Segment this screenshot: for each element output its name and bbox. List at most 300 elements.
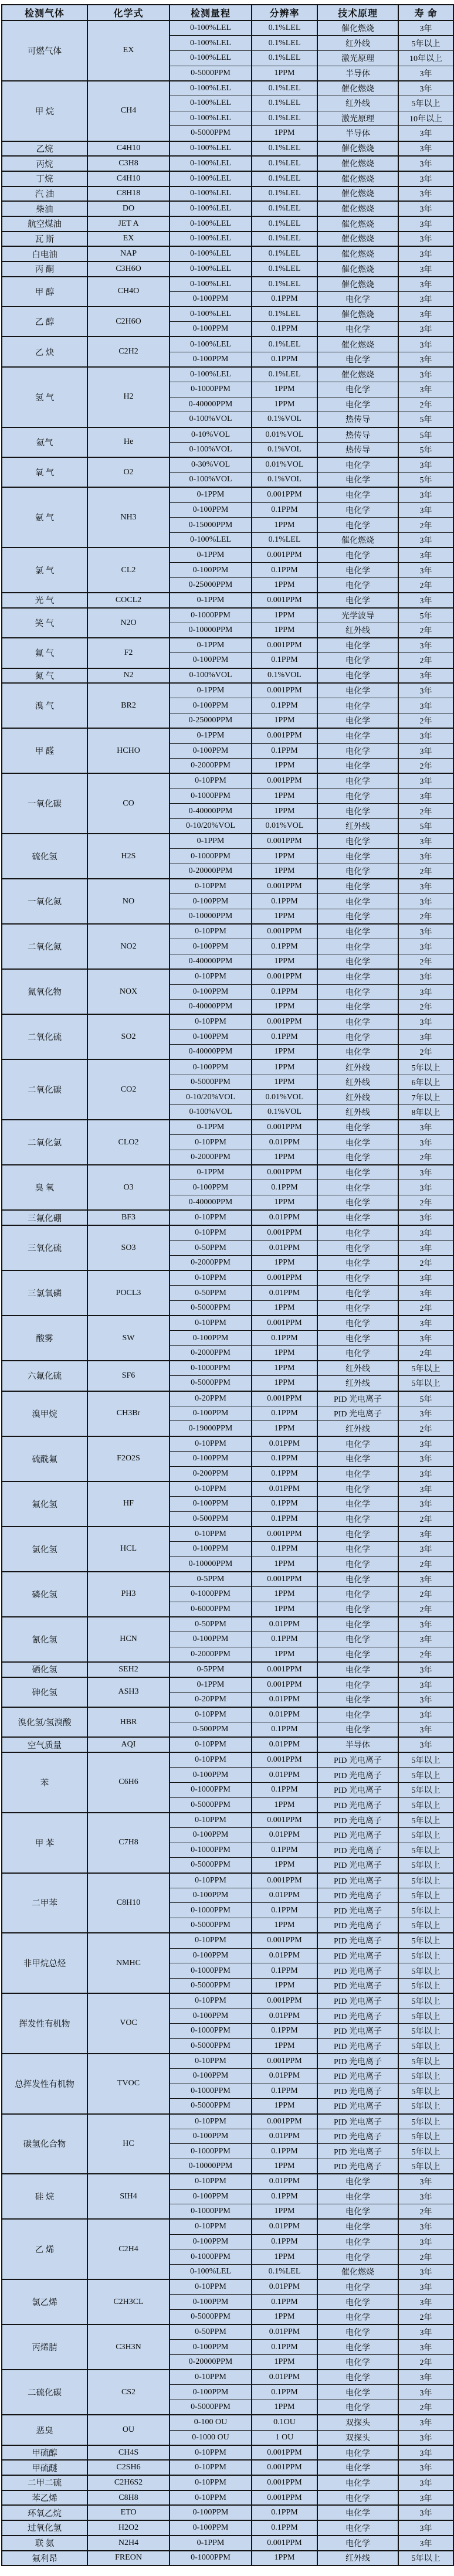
chemical-formula-cell: O2 bbox=[87, 457, 170, 487]
lifespan-cell: 3年 bbox=[398, 1692, 453, 1707]
table-row bbox=[2, 171, 453, 186]
technology-cell: PID 光电离子 bbox=[317, 1797, 398, 1813]
technology-cell: 电化学 bbox=[317, 1255, 398, 1270]
technology-cell: 电化学 bbox=[317, 563, 398, 578]
technology-cell: 激光原理 bbox=[317, 111, 398, 126]
technology-cell: PID 光电离子 bbox=[317, 2069, 398, 2084]
gas-group bbox=[2, 367, 453, 427]
resolution-cell: 0.01PPM bbox=[252, 1481, 317, 1497]
table-row bbox=[2, 457, 453, 473]
detection-range-cell: 0-10PPM bbox=[170, 2490, 252, 2506]
gas-group bbox=[2, 1014, 453, 1059]
detection-range-cell: 0-20000PPM bbox=[170, 864, 252, 879]
gas-group bbox=[2, 1662, 453, 1677]
gas-name-cell: 甲 醇 bbox=[2, 277, 87, 307]
technology-cell: 红外线 bbox=[317, 1059, 398, 1075]
technology-cell: 红外线 bbox=[317, 1075, 398, 1090]
gas-name-cell: 汽 油 bbox=[2, 186, 87, 202]
gas-group bbox=[2, 201, 453, 216]
resolution-cell: 0.001PPM bbox=[252, 2445, 317, 2461]
detection-range-cell: 0-1PPM bbox=[170, 683, 252, 698]
lifespan-cell: 2年 bbox=[398, 1511, 453, 1527]
detection-range-cell: 0-100PPM bbox=[170, 322, 252, 337]
detection-range-cell: 0-100%VOL bbox=[170, 1105, 252, 1120]
table-row bbox=[2, 2324, 453, 2340]
technology-cell: PID 光电离子 bbox=[317, 1888, 398, 1903]
technology-cell: PID 光电离子 bbox=[317, 1768, 398, 1783]
resolution-cell: 0.001PPM bbox=[252, 1662, 317, 1677]
gas-group bbox=[2, 261, 453, 277]
lifespan-cell: 3年 bbox=[398, 232, 453, 247]
lifespan-cell: 2年 bbox=[398, 623, 453, 638]
gas-name-cell: 臭 氧 bbox=[2, 1165, 87, 1210]
gas-group bbox=[2, 1210, 453, 1225]
gas-name-cell: 甲 醛 bbox=[2, 728, 87, 773]
lifespan-cell: 2年 bbox=[398, 397, 453, 412]
resolution-cell: 0.01%VOL bbox=[252, 457, 317, 473]
resolution-cell: 0.01PPM bbox=[252, 2324, 317, 2340]
technology-cell: 电化学 bbox=[317, 2340, 398, 2355]
detection-range-cell: 0-100PPM bbox=[170, 939, 252, 954]
technology-cell: 电化学 bbox=[317, 864, 398, 879]
detection-range-cell: 0-100%LEL bbox=[170, 2264, 252, 2279]
technology-cell: 电化学 bbox=[317, 954, 398, 970]
lifespan-cell: 2年 bbox=[398, 2355, 453, 2370]
technology-cell: 催化燃烧 bbox=[317, 532, 398, 548]
header-chemical-formula: 化学式 bbox=[87, 5, 170, 21]
chemical-formula-cell: AQI bbox=[87, 1737, 170, 1752]
resolution-cell: 0.1PPM bbox=[252, 1451, 317, 1466]
resolution-cell: 0.1%LEL bbox=[252, 96, 317, 111]
detection-range-cell: 0-2000PPM bbox=[170, 1647, 252, 1662]
detection-range-cell: 0-100PPM bbox=[170, 1632, 252, 1647]
technology-cell: 光学波导 bbox=[317, 608, 398, 623]
lifespan-cell: 3年 bbox=[398, 2385, 453, 2400]
gas-group bbox=[2, 638, 453, 668]
detection-range-cell: 0-1000PPM bbox=[170, 1843, 252, 1858]
resolution-cell: 0.1PPM bbox=[252, 1541, 317, 1557]
technology-cell: PID 光电离子 bbox=[317, 1391, 398, 1406]
lifespan-cell: 3年 bbox=[398, 367, 453, 382]
gas-group bbox=[2, 2279, 453, 2324]
detection-range-cell: 0-5000PPM bbox=[170, 1376, 252, 1391]
technology-cell: 电化学 bbox=[317, 1150, 398, 1165]
chemical-formula-cell: H2O2 bbox=[87, 2520, 170, 2536]
chemical-formula-cell: C6H6 bbox=[87, 1752, 170, 1813]
detection-range-cell: 0-10PPM bbox=[170, 879, 252, 894]
chemical-formula-cell: POCL3 bbox=[87, 1270, 170, 1316]
detection-range-cell: 0-25000PPM bbox=[170, 577, 252, 593]
gas-group bbox=[2, 2415, 453, 2445]
resolution-cell: 0.1PPM bbox=[252, 939, 317, 954]
resolution-cell: 0.1%LEL bbox=[252, 337, 317, 352]
lifespan-cell: 3年 bbox=[398, 2430, 453, 2445]
detection-range-cell: 0-5000PPM bbox=[170, 1978, 252, 1993]
gas-name-cell: 苯乙烯 bbox=[2, 2490, 87, 2506]
gas-name-cell: 乙烷 bbox=[2, 141, 87, 157]
detection-range-cell: 0-500PPM bbox=[170, 1722, 252, 1738]
lifespan-cell: 3年 bbox=[398, 789, 453, 804]
detection-range-cell: 0-10PPM bbox=[170, 1014, 252, 1029]
technology-cell: 电化学 bbox=[317, 2400, 398, 2415]
lifespan-cell: 3年 bbox=[398, 1014, 453, 1029]
detection-range-cell: 0-100PPM bbox=[170, 1180, 252, 1195]
resolution-cell: 0.001PPM bbox=[252, 1014, 317, 1029]
chemical-formula-cell: ASH3 bbox=[87, 1677, 170, 1707]
technology-cell: 电化学 bbox=[317, 2189, 398, 2204]
lifespan-cell: 2年 bbox=[398, 1557, 453, 1572]
technology-cell: 催化燃烧 bbox=[317, 216, 398, 232]
table-row bbox=[2, 2551, 453, 2566]
technology-cell: 电化学 bbox=[317, 2355, 398, 2370]
gas-name-cell: 磷化氢 bbox=[2, 1572, 87, 1617]
gas-group bbox=[2, 1481, 453, 1527]
resolution-cell: 0.1%LEL bbox=[252, 201, 317, 216]
resolution-cell: 0.1PPM bbox=[252, 2023, 317, 2038]
lifespan-cell: 3年 bbox=[398, 1707, 453, 1722]
technology-cell: 电化学 bbox=[317, 2520, 398, 2536]
detection-range-cell: 0-10PPM bbox=[170, 1933, 252, 1948]
technology-cell: PID 光电离子 bbox=[317, 2129, 398, 2144]
gas-group bbox=[2, 2520, 453, 2536]
detection-range-cell: 0-100PPM bbox=[170, 563, 252, 578]
table-row bbox=[2, 367, 453, 382]
lifespan-cell: 5年以上 bbox=[398, 1858, 453, 1873]
table-row bbox=[2, 2054, 453, 2069]
chemical-formula-cell: NOX bbox=[87, 969, 170, 1014]
resolution-cell: 0.001PPM bbox=[252, 2114, 317, 2129]
resolution-cell: 0.001PPM bbox=[252, 1270, 317, 1286]
resolution-cell: 0.01PPM bbox=[252, 1828, 317, 1843]
detection-range-cell: 0-1PPM bbox=[170, 2536, 252, 2551]
detection-range-cell: 0-1PPM bbox=[170, 728, 252, 743]
lifespan-cell: 5年以上 bbox=[398, 2054, 453, 2069]
detection-range-cell: 0-100%VOL bbox=[170, 473, 252, 488]
technology-cell: 电化学 bbox=[317, 879, 398, 894]
lifespan-cell: 2年 bbox=[398, 653, 453, 668]
detection-range-cell: 0-500PPM bbox=[170, 1511, 252, 1527]
gas-group bbox=[2, 2490, 453, 2506]
lifespan-cell: 3年 bbox=[398, 291, 453, 307]
chemical-formula-cell: C8H18 bbox=[87, 186, 170, 202]
lifespan-cell: 3年 bbox=[398, 969, 453, 984]
table-row bbox=[2, 668, 453, 684]
gas-name-cell: 丙 酮 bbox=[2, 261, 87, 277]
detection-range-cell: 0-100PPM bbox=[170, 1451, 252, 1466]
lifespan-cell: 3年 bbox=[398, 849, 453, 864]
technology-cell: 催化燃烧 bbox=[317, 81, 398, 96]
chemical-formula-cell: FREON bbox=[87, 2551, 170, 2566]
detection-range-cell: 0-1000PPM bbox=[170, 382, 252, 397]
chemical-formula-cell: HF bbox=[87, 1481, 170, 1527]
resolution-cell: 0.1PPM bbox=[252, 1843, 317, 1858]
technology-cell: 双探头 bbox=[317, 2415, 398, 2430]
detection-range-cell: 0-40000PPM bbox=[170, 397, 252, 412]
resolution-cell: 0.01PPM bbox=[252, 1241, 317, 1256]
technology-cell: 电化学 bbox=[317, 653, 398, 668]
detection-range-cell: 0-10000PPM bbox=[170, 1557, 252, 1572]
resolution-cell: 0.001PPM bbox=[252, 1813, 317, 1828]
lifespan-cell: 2年 bbox=[398, 1421, 453, 1436]
technology-cell: 电化学 bbox=[317, 1572, 398, 1587]
resolution-cell: 0.1PPM bbox=[252, 563, 317, 578]
table-row bbox=[2, 1527, 453, 1542]
gas-group bbox=[2, 2536, 453, 2551]
table-row bbox=[2, 141, 453, 157]
gas-group bbox=[2, 608, 453, 638]
resolution-cell: 0.01%VOL bbox=[252, 427, 317, 443]
lifespan-cell: 3年 bbox=[398, 2324, 453, 2340]
detection-range-cell: 0-1000PPM bbox=[170, 2551, 252, 2566]
technology-cell: 催化燃烧 bbox=[317, 277, 398, 292]
resolution-cell: 0.1PPM bbox=[252, 2084, 317, 2099]
resolution-cell: 1PPM bbox=[252, 1421, 317, 1436]
chemical-formula-cell: HCN bbox=[87, 1617, 170, 1662]
gas-name-cell: 酸雾 bbox=[2, 1316, 87, 1361]
gas-group bbox=[2, 1677, 453, 1707]
lifespan-cell: 5年以上 bbox=[398, 1843, 453, 1858]
table-row bbox=[2, 924, 453, 939]
technology-cell: 电化学 bbox=[317, 2460, 398, 2475]
detection-range-cell: 0-10PPM bbox=[170, 1707, 252, 1722]
technology-cell: PID 光电离子 bbox=[317, 2099, 398, 2114]
technology-cell: 催化燃烧 bbox=[317, 2264, 398, 2279]
lifespan-cell: 2年 bbox=[398, 1255, 453, 1270]
gas-name-cell: 总挥发性有机物 bbox=[2, 2054, 87, 2114]
chemical-formula-cell: EX bbox=[87, 232, 170, 247]
technology-cell: 红外线 bbox=[317, 2551, 398, 2566]
lifespan-cell: 3年 bbox=[398, 1737, 453, 1752]
chemical-formula-cell: HCL bbox=[87, 1527, 170, 1572]
gas-name-cell: 三氟化硼 bbox=[2, 1210, 87, 1225]
technology-cell: 电化学 bbox=[317, 849, 398, 864]
lifespan-cell: 3年 bbox=[398, 1617, 453, 1632]
gas-name-cell: 硫化氢 bbox=[2, 834, 87, 879]
resolution-cell: 0.1%VOL bbox=[252, 668, 317, 684]
gas-group bbox=[2, 1873, 453, 1933]
technology-cell: PID 光电离子 bbox=[317, 2009, 398, 2024]
lifespan-cell: 3年 bbox=[398, 1029, 453, 1045]
resolution-cell: 1PPM bbox=[252, 909, 317, 925]
detection-range-cell: 0-20000PPM bbox=[170, 2355, 252, 2370]
detection-range-cell: 0-100PPM bbox=[170, 894, 252, 909]
technology-cell: PID 光电离子 bbox=[317, 1918, 398, 1933]
technology-cell: 红外线 bbox=[317, 1421, 398, 1436]
detection-range-cell: 0-100PPM bbox=[170, 1331, 252, 1346]
technology-cell: 电化学 bbox=[317, 1722, 398, 1738]
technology-cell: 电化学 bbox=[317, 1617, 398, 1632]
lifespan-cell: 5年以上 bbox=[398, 1752, 453, 1768]
lifespan-cell: 2年 bbox=[398, 954, 453, 970]
detection-range-cell: 0-10PPM bbox=[170, 2054, 252, 2069]
resolution-cell: 0.01PPM bbox=[252, 2174, 317, 2189]
technology-cell: 催化燃烧 bbox=[317, 186, 398, 202]
technology-cell: PID 光电离子 bbox=[317, 1933, 398, 1948]
technology-cell: 催化燃烧 bbox=[317, 307, 398, 322]
technology-cell: 电化学 bbox=[317, 1511, 398, 1527]
detection-range-cell: 0-5000PPM bbox=[170, 1858, 252, 1873]
technology-cell: 电化学 bbox=[317, 1120, 398, 1135]
gas-name-cell: 环氧乙烷 bbox=[2, 2505, 87, 2520]
technology-cell: 电化学 bbox=[317, 909, 398, 925]
resolution-cell: 0.1PPM bbox=[252, 1029, 317, 1045]
gas-name-cell: 二氧化碳 bbox=[2, 1059, 87, 1120]
detection-range-cell: 0-100PPM bbox=[170, 1406, 252, 1421]
technology-cell: 电化学 bbox=[317, 1587, 398, 1602]
resolution-cell: 0.001PPM bbox=[252, 1165, 317, 1180]
resolution-cell: 0.1%LEL bbox=[252, 532, 317, 548]
gas-group bbox=[2, 1752, 453, 1813]
technology-cell: 电化学 bbox=[317, 683, 398, 698]
gas-name-cell: 白电油 bbox=[2, 246, 87, 261]
lifespan-cell: 2年 bbox=[398, 1602, 453, 1617]
chemical-formula-cell: CH4O bbox=[87, 277, 170, 307]
table-row bbox=[2, 277, 453, 292]
detection-range-cell: 0-100PPM bbox=[170, 1768, 252, 1783]
detection-range-cell: 0-5PPM bbox=[170, 1662, 252, 1677]
chemical-formula-cell: C8H8 bbox=[87, 2490, 170, 2506]
resolution-cell: 0.1OU bbox=[252, 2415, 317, 2430]
resolution-cell: 1PPM bbox=[252, 2249, 317, 2265]
gas-name-cell: 六氟化硫 bbox=[2, 1361, 87, 1391]
chemical-formula-cell: JET A bbox=[87, 216, 170, 232]
lifespan-cell: 3年 bbox=[398, 879, 453, 894]
chemical-formula-cell: C2H2 bbox=[87, 337, 170, 366]
gas-group bbox=[2, 1270, 453, 1316]
resolution-cell: 0.001PPM bbox=[252, 1873, 317, 1888]
resolution-cell: 1PPM bbox=[252, 2310, 317, 2325]
detection-range-cell: 0-100PPM bbox=[170, 984, 252, 1000]
technology-cell: 电化学 bbox=[317, 969, 398, 984]
gas-group bbox=[2, 668, 453, 684]
lifespan-cell: 3年 bbox=[398, 2189, 453, 2204]
detection-range-cell: 0-100PPM bbox=[170, 2234, 252, 2249]
technology-cell: PID 光电离子 bbox=[317, 2054, 398, 2069]
technology-cell: 电化学 bbox=[317, 1300, 398, 1316]
resolution-cell: 0.001PPM bbox=[252, 638, 317, 653]
resolution-cell: 0.1PPM bbox=[252, 698, 317, 713]
lifespan-cell: 5年以上 bbox=[398, 1993, 453, 2009]
lifespan-cell: 5年以上 bbox=[398, 2114, 453, 2129]
chemical-formula-cell: ETO bbox=[87, 2505, 170, 2520]
technology-cell: 电化学 bbox=[317, 1541, 398, 1557]
lifespan-cell: 2年 bbox=[398, 713, 453, 729]
lifespan-cell: 3年 bbox=[398, 246, 453, 261]
lifespan-cell: 3年 bbox=[398, 638, 453, 653]
gas-name-cell: 可燃气体 bbox=[2, 21, 87, 81]
chemical-formula-cell: He bbox=[87, 427, 170, 457]
resolution-cell: 0.001PPM bbox=[252, 1120, 317, 1135]
technology-cell: 电化学 bbox=[317, 984, 398, 1000]
detection-range-cell: 0-1000PPM bbox=[170, 2084, 252, 2099]
chemical-formula-cell: CO2 bbox=[87, 1059, 170, 1120]
gas-name-cell: 氧 气 bbox=[2, 457, 87, 487]
gas-name-cell: 空气质量 bbox=[2, 1737, 87, 1752]
chemical-formula-cell: VOC bbox=[87, 1993, 170, 2054]
detection-range-cell: 0-10PPM bbox=[170, 1993, 252, 2009]
resolution-cell: 0.001PPM bbox=[252, 1752, 317, 1768]
lifespan-cell: 3年 bbox=[398, 126, 453, 141]
detection-range-cell: 0-10PPM bbox=[170, 924, 252, 939]
table-row bbox=[2, 216, 453, 232]
lifespan-cell: 3年 bbox=[398, 261, 453, 277]
lifespan-cell: 3年 bbox=[398, 743, 453, 759]
detection-range-cell: 0-50PPM bbox=[170, 1286, 252, 1301]
chemical-formula-cell: CLO2 bbox=[87, 1120, 170, 1165]
lifespan-cell: 5年以上 bbox=[398, 2129, 453, 2144]
detection-range-cell: 0-1000PPM bbox=[170, 1963, 252, 1979]
lifespan-cell: 5年以上 bbox=[398, 1361, 453, 1376]
gas-group bbox=[2, 728, 453, 773]
gas-name-cell: 溴 气 bbox=[2, 683, 87, 728]
gas-name-cell: 恶臭 bbox=[2, 2415, 87, 2445]
resolution-cell: 0.1%LEL bbox=[252, 156, 317, 171]
table-row bbox=[2, 2279, 453, 2295]
lifespan-cell: 2年 bbox=[398, 1647, 453, 1662]
detection-range-cell: 0-1PPM bbox=[170, 593, 252, 608]
resolution-cell: 1PPM bbox=[252, 2400, 317, 2415]
resolution-cell: 1PPM bbox=[252, 954, 317, 970]
resolution-cell: 0.1PPM bbox=[252, 1406, 317, 1421]
table-row bbox=[2, 21, 453, 36]
resolution-cell: 1PPM bbox=[252, 1797, 317, 1813]
gas-name-cell: 二甲二硫 bbox=[2, 2475, 87, 2490]
gas-name-cell: 氯 气 bbox=[2, 548, 87, 593]
table-row bbox=[2, 1707, 453, 1722]
gas-group bbox=[2, 171, 453, 186]
technology-cell: PID 光电离子 bbox=[317, 1828, 398, 1843]
table-row bbox=[2, 2536, 453, 2551]
resolution-cell: 1PPM bbox=[252, 1557, 317, 1572]
resolution-cell: 0.001PPM bbox=[252, 548, 317, 563]
gas-group bbox=[2, 186, 453, 202]
lifespan-cell: 3年 bbox=[398, 1451, 453, 1466]
gas-group bbox=[2, 1933, 453, 1993]
detection-range-cell: 0-1000PPM bbox=[170, 2144, 252, 2159]
detection-range-cell: 0-100%VOL bbox=[170, 442, 252, 457]
lifespan-cell: 2年 bbox=[398, 2400, 453, 2415]
resolution-cell: 1PPM bbox=[252, 864, 317, 879]
gas-group bbox=[2, 773, 453, 834]
lifespan-cell: 5年以上 bbox=[398, 1782, 453, 1797]
gas-group bbox=[2, 156, 453, 171]
technology-cell: 电化学 bbox=[317, 473, 398, 488]
detection-range-cell: 0-100PPM bbox=[170, 743, 252, 759]
resolution-cell: 0.001PPM bbox=[252, 1225, 317, 1241]
technology-cell: 电化学 bbox=[317, 2234, 398, 2249]
lifespan-cell: 5年 bbox=[398, 473, 453, 488]
lifespan-cell: 3年 bbox=[398, 894, 453, 909]
technology-cell: 电化学 bbox=[317, 487, 398, 502]
lifespan-cell: 3年 bbox=[398, 548, 453, 563]
gas-name-cell: 氮氧化物 bbox=[2, 969, 87, 1014]
chemical-formula-cell: C3H8 bbox=[87, 156, 170, 171]
detection-range-cell: 0-1PPM bbox=[170, 1677, 252, 1693]
gas-name-cell: 氰化氢 bbox=[2, 1617, 87, 1662]
resolution-cell: 0.01PPM bbox=[252, 1692, 317, 1707]
resolution-cell: 0.001PPM bbox=[252, 1993, 317, 2009]
resolution-cell: 0.1%LEL bbox=[252, 216, 317, 232]
lifespan-cell: 5年以上 bbox=[398, 2159, 453, 2174]
lifespan-cell: 3年 bbox=[398, 1466, 453, 1481]
table-row bbox=[2, 2505, 453, 2520]
detection-range-cell: 0-100%LEL bbox=[170, 337, 252, 352]
lifespan-cell: 3年 bbox=[398, 1496, 453, 1511]
resolution-cell: 0.001PPM bbox=[252, 1677, 317, 1693]
detection-range-cell: 0-100%LEL bbox=[170, 156, 252, 171]
table-row bbox=[2, 2490, 453, 2506]
detection-range-cell: 0-5000PPM bbox=[170, 66, 252, 81]
